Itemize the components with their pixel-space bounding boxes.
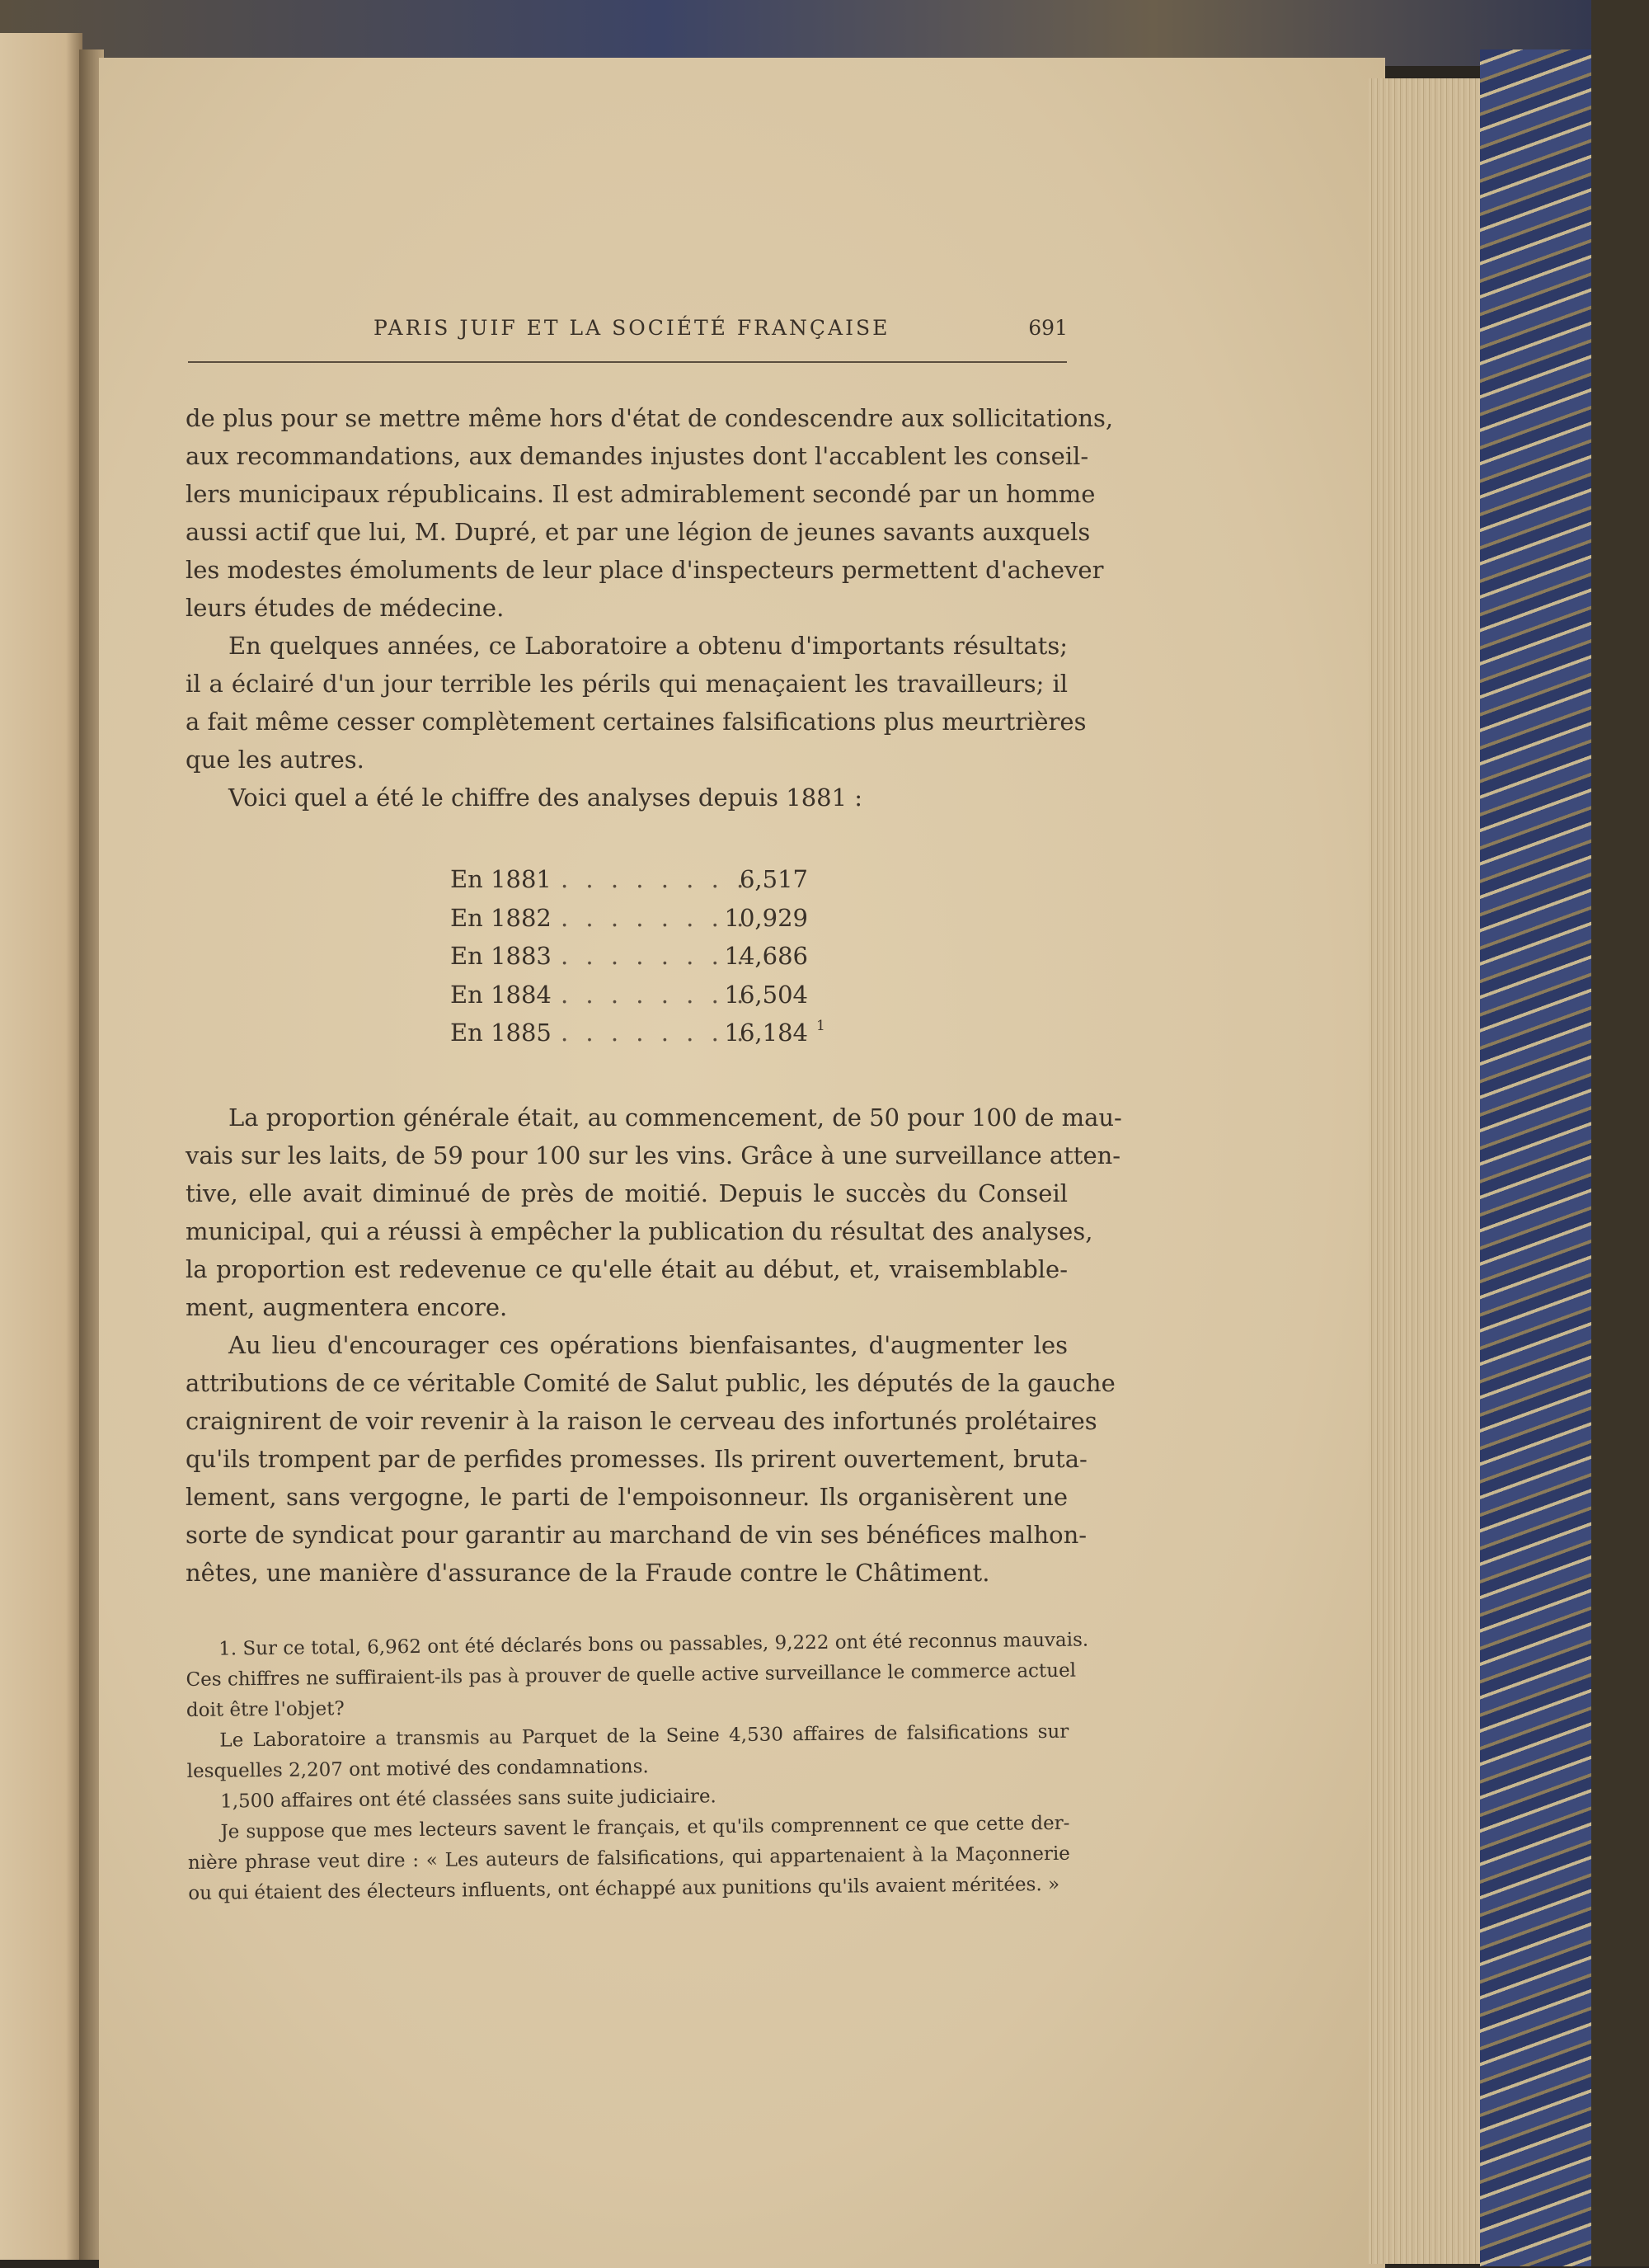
analyses-table xyxy=(445,860,825,1052)
facing-page-edge xyxy=(0,33,82,2260)
running-title: PARIS JUIF ET LA SOCIÉTÉ FRANÇAISE xyxy=(373,316,890,340)
table-year: En 1885 xyxy=(450,1019,552,1047)
paragraph-line: a fait même cesser complètement certaines falsifications plus meurtrières xyxy=(186,708,1087,736)
footnote-line: 1,500 affaires ont été classées sans suite judiciaire. xyxy=(219,1786,716,1813)
body-text-bottom xyxy=(186,1099,1122,1592)
page-number: 691 xyxy=(1028,316,1068,340)
paragraph-line: La proportion générale était, au commencement, de 50 pour 100 de mau- xyxy=(228,1103,1122,1132)
table-dots: . . . . . . . . xyxy=(561,865,749,893)
paragraph-line: qu'ils trompent par de perfides promesses. Ils prirent ouvertement, bruta- xyxy=(186,1445,1088,1473)
footnote-line: nière phrase veut dire : « Les auteurs de falsifications, qui appartenaient à la Maçonnerie xyxy=(187,1842,1070,1874)
paragraph-line: vais sur les laits, de 59 pour 100 sur les vins. Grâce à une surveillance atten- xyxy=(186,1141,1121,1169)
footnotes xyxy=(186,1626,1089,1909)
paragraph-line: Voici quel a été le chiffre des analyses depuis 1881 : xyxy=(228,783,863,812)
paragraph-line: leurs études de médecine. xyxy=(186,594,505,622)
table-value: 14,686 xyxy=(724,942,808,970)
footnote-line: ou qui étaient des électeurs influents, ont échappé aux punitions qu'ils avaient méritées. » xyxy=(188,1873,1060,1904)
footnote-line: doit être l'objet? xyxy=(186,1697,345,1721)
paragraph-line: En quelques années, ce Laboratoire a obtenu d'importants résultats; xyxy=(228,632,1068,660)
table-value: 10,929 xyxy=(724,903,808,932)
table-year: En 1882 xyxy=(450,903,552,932)
paragraph-line: que les autres. xyxy=(186,746,364,774)
paragraph-line: aux recommandations, aux demandes injustes dont l'accablent les conseil- xyxy=(186,442,1089,470)
footnote-line: 1. Sur ce total, 6,962 ont été déclarés bons ou passables, 9,222 ont été reconnus mauvais. xyxy=(218,1629,1089,1660)
header-rule xyxy=(188,361,1067,363)
footnote-line: Ces chiffres ne suffiraient-ils pas à prouver de quelle active surveillance le commerce actuel xyxy=(186,1659,1077,1691)
table-row xyxy=(445,1014,825,1052)
table-year: En 1881 xyxy=(450,865,552,893)
table-row xyxy=(445,937,808,976)
paragraph-line: craignirent de voir revenir à la raison le cerveau des infortunés prolétaires xyxy=(186,1407,1097,1435)
table-value: 6,517 xyxy=(739,865,808,893)
table-dots: . . . . . . . . xyxy=(561,980,749,1009)
table-row xyxy=(445,860,808,899)
footnote-line: Je suppose que mes lecteurs savent le français, et qu'ils comprennent ce que cette der- xyxy=(220,1812,1070,1843)
paragraph-line: Au lieu d'encourager ces opérations bienfaisantes, d'augmenter les xyxy=(228,1331,1068,1359)
paragraph-line: nêtes, une manière d'assurance de la Fraude contre le Châtiment. xyxy=(186,1559,990,1587)
paragraph-line: tive, elle avait diminué de près de moitié. Depuis le succès du Conseil xyxy=(186,1179,1068,1207)
table-value: 16,504 xyxy=(724,980,808,1009)
paragraph-line: aussi actif que lui, M. Dupré, et par une légion de jeunes savants auxquels xyxy=(186,518,1091,546)
background xyxy=(1591,0,1649,2266)
paragraph-line: les modestes émoluments de leur place d'inspecteurs permettent d'achever xyxy=(186,556,1104,584)
table-row xyxy=(445,976,808,1014)
paragraph-line: municipal, qui a réussi à empêcher la publication du résultat des analyses, xyxy=(186,1217,1093,1245)
table-dots: . . . . . . . . xyxy=(561,903,749,932)
paragraph-line: la proportion est redevenue ce qu'elle était au début, et, vraisemblable- xyxy=(186,1255,1068,1283)
table-note: 1 xyxy=(816,1018,825,1034)
paragraph-line: de plus pour se mettre même hors d'état de condescendre aux sollicitations, xyxy=(186,404,1114,432)
paragraph-line: lers municipaux républicains. Il est admirablement secondé par un homme xyxy=(186,480,1096,508)
book-spine-background xyxy=(0,0,1649,66)
table-value: 16,184 xyxy=(724,1019,808,1047)
table-year: En 1883 xyxy=(450,942,552,970)
page-edges-stack xyxy=(1369,78,1484,2264)
footnote-line: lesquelles 2,207 ont motivé des condamnations. xyxy=(186,1756,649,1782)
body-text-top xyxy=(186,399,1114,816)
table-dots: . . . . . . . . xyxy=(561,942,749,970)
paragraph-line: il a éclairé d'un jour terrible les périls qui menaçaient les travailleurs; il xyxy=(186,670,1068,698)
table-dots: . . . . . . . . xyxy=(561,1019,749,1047)
paragraph-line: lement, sans vergogne, le parti de l'empoisonneur. Ils organisèrent une xyxy=(186,1483,1068,1511)
marbled-cover xyxy=(1480,49,1591,2266)
table-row xyxy=(445,899,808,938)
table-year: En 1884 xyxy=(450,980,552,1009)
paragraph-line: ment, augmentera encore. xyxy=(186,1293,508,1321)
footnote-line: Le Laboratoire a transmis au Parquet de la Seine 4,530 affaires de falsifications sur xyxy=(219,1720,1069,1752)
paragraph-line: attributions de ce véritable Comité de Salut public, les députés de la gauche xyxy=(186,1369,1116,1397)
paragraph-line: sorte de syndicat pour garantir au marchand de vin ses bénéfices malhon- xyxy=(186,1521,1088,1549)
